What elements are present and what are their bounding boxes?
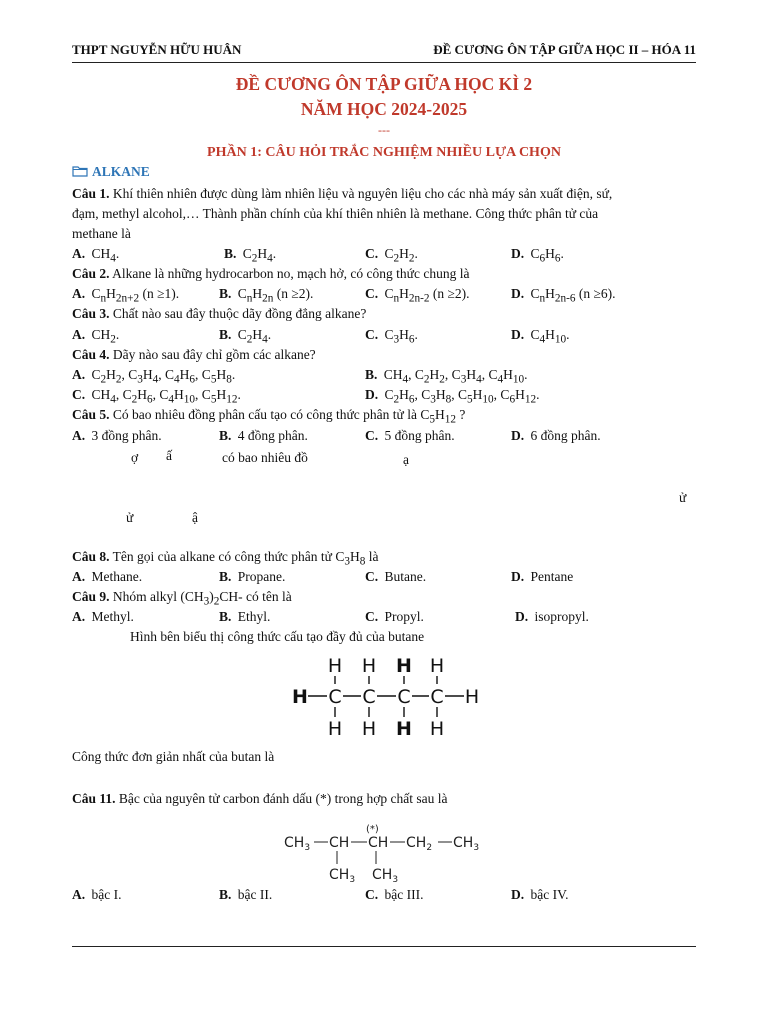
q3-option-c: C. $C_3H_6$. [365,327,418,346]
h-atom: H [429,718,445,740]
ch-group: CH [329,835,350,851]
ch2-group: $CH_2$ [406,835,433,853]
q9-option-a: A. Methyl. [72,609,134,624]
c-atom: C [328,686,342,708]
q11-option-a: A. bậc I. [72,887,122,902]
q1-option-a: A. $CH_4$. [72,246,120,265]
c-atom: C [430,686,444,708]
q5-option-d: D. 6 đồng phân. [511,428,601,443]
section-title: ALKANE [92,164,150,179]
q1-option-b: B. $C_2H_4$. [224,246,277,265]
butane-structure-diagram [280,650,490,742]
h-atom: H [292,686,308,708]
q3-text: Câu 3. Chất nào sau đây thuộc dãy đồng đẳng alkane? [72,306,367,321]
q8-option-d: D. Pentane [511,569,574,584]
q10-text: Hình bên biểu thị công thức cấu tạo đầy đủ của butane [130,629,425,644]
c-atom: C [362,686,376,708]
fragment-1: ợ [131,450,139,465]
q9-option-d: D. isopropyl. [515,609,589,624]
fragment-2: ấ [166,448,172,463]
star-marker: (*) [366,824,379,835]
q5-option-b: B. 4 đồng phân. [219,428,308,443]
q4-option-d: D. $C_2H_6$, $C_3H_8$, $C_5H_{10}$, $C_6H_{12}$. [365,387,540,406]
q4-option-a: A. $C_2H_2$, $C_3H_4$, $C_4H_6$, $C_5H_8$. [72,367,236,386]
q8-option-c: C. Butane. [365,569,427,584]
q2-text: Câu 2. Alkane là những hydrocarbon no, mạch hở, có công thức chung là [72,266,470,281]
h-atom: H [464,686,480,708]
h-atom: H [396,718,412,740]
q4-option-c: C. $CH_4$, $C_2H_6$, $C_4H_{10}$, $C_5H_{12}$. [72,387,241,406]
ch3-branch: $CH_3$ [329,867,356,885]
q9-option-c: C. Propyl. [365,609,424,624]
q11-text: Câu 11. Bậc của nguyên tử carbon đánh dấu (*) trong hợp chất sau là [72,791,448,806]
header-school: THPT NGUYỄN HỮU HUÂN [72,42,242,57]
q2-option-a: A. $C_nH_{2n+2}$ (n ≥1). [72,286,180,305]
q5-option-a: A. 3 đồng phân. [72,428,162,443]
fragment-6: ử [126,510,134,525]
branched-alkane-diagram [280,818,490,886]
footer-rule [72,946,696,947]
q4-text: Câu 4. Dãy nào sau đây chỉ gồm các alkane? [72,347,316,362]
q1-option-d: D. $C_6H_6$. [511,246,564,265]
school-year: NĂM HỌC 2024-2025 [300,99,468,119]
q1-line1: Câu 1. Khí thiên nhiên được dùng làm nhiên liệu và nguyên liệu cho các nhà máy sản xuất điện, sứ, [72,186,613,201]
q8-option-a: A. Methane. [72,569,143,584]
fragment-5: ử [679,490,687,505]
ch-starred-group: CH [368,835,389,851]
fragment-7: ậ [192,510,198,525]
q8-option-b: B. Propane. [219,569,286,584]
q9-option-b: B. Ethyl. [219,609,271,624]
q11-option-c: C. bậc III. [365,887,424,902]
q9-text: Câu 9. Nhóm alkyl $(CH_3)_2CH-$ có tên là [72,589,292,608]
h-atom: H [327,718,343,740]
ch3-group: $CH_3$ [453,835,480,853]
ch3-branch: $CH_3$ [372,867,399,885]
h-atom: H [429,655,445,677]
title-separator: --- [378,123,390,137]
main-title: ĐỀ CƯƠNG ÔN TẬP GIỮA HỌC KÌ 2 [235,74,533,94]
h-atom: H [327,655,343,677]
q1-line2: đạm, methyl alcohol,… Thành phần chính của khí thiên nhiên là methane. Công thức phân tử của [72,206,599,221]
q8-text: Câu 8. Tên gọi của alkane có công thức phân tử $C_3H_8$ là [72,549,379,568]
q3-option-b: B. $C_2H_4$. [219,327,272,346]
q2-option-d: D. $C_nH_{2n-6}$ (n ≥6). [511,286,616,305]
q2-option-c: C. $C_nH_{2n-2}$ (n ≥2). [365,286,470,305]
q5-text: Câu 5. Có bao nhiêu đồng phân cấu tạo có công thức phân tử là $C_5H_{12}$ ? [72,407,466,426]
h-atom: H [361,655,377,677]
q1-option-c: C. $C_2H_2$. [365,246,418,265]
part-heading: PHẦN 1: CÂU HỎI TRẮC NGHIỆM NHIỀU LỰA CHỌN [207,145,561,160]
q11-option-b: B. bậc II. [219,887,273,902]
h-atom: H [396,655,412,677]
header-rule [72,62,696,63]
header-doc-title: ĐỀ CƯƠNG ÔN TẬP GIỮA HỌC II – HÓA 11 [433,42,696,57]
folder-icon [72,165,88,181]
section-alkane [72,164,150,181]
q4-option-b: B. $CH_4$, $C_2H_2$, $C_3H_4$, $C_4H_{10}$. [365,367,528,386]
fragment-3: có bao nhiêu đồ [222,450,308,465]
q3-option-d: D. $C_4H_{10}$. [511,327,570,346]
q10-tail: Công thức đơn giản nhất của butan là [72,749,275,764]
ch3-group: $CH_3$ [284,835,311,853]
q3-option-a: A. $CH_2$. [72,327,120,346]
c-atom: C [397,686,411,708]
q5-option-c: C. 5 đồng phân. [365,428,455,443]
h-atom: H [361,718,377,740]
q11-option-d: D. bậc IV. [511,887,569,902]
fragment-4: ạ [403,452,409,467]
q2-option-b: B. $C_nH_{2n}$ (n ≥2). [219,286,314,305]
q1-line3: methane là [72,226,131,241]
